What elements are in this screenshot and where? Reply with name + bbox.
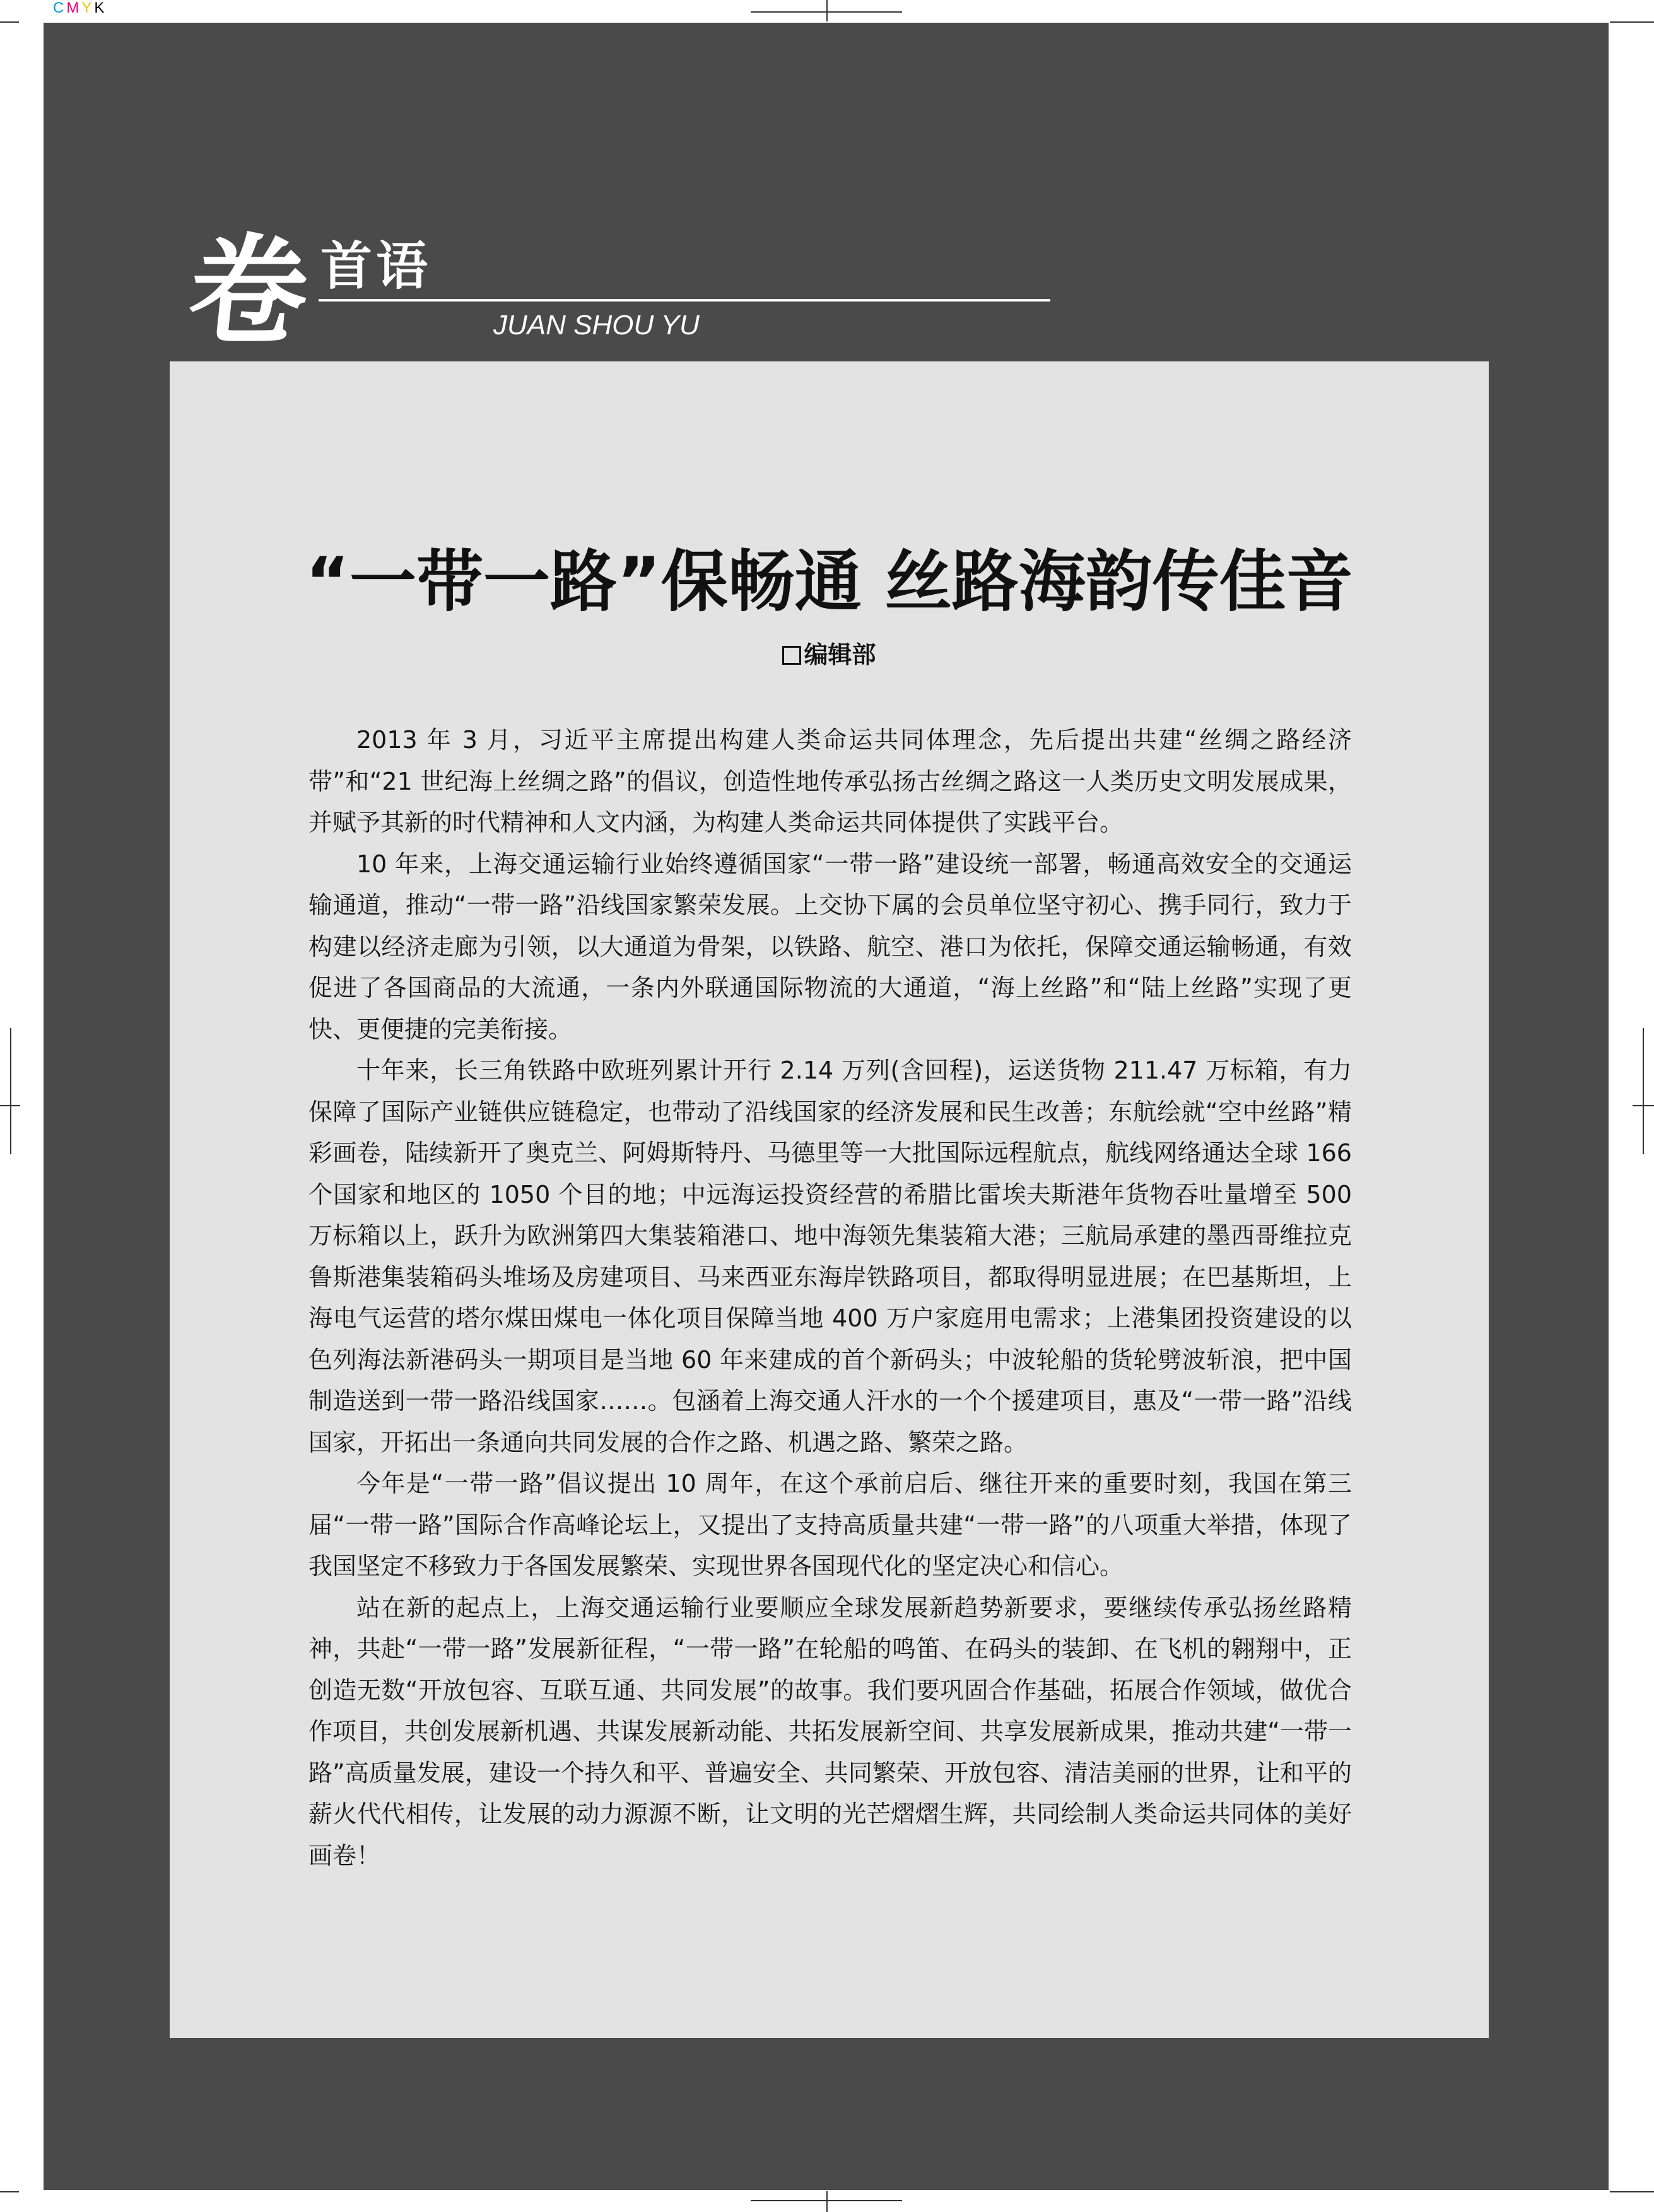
crop-mark-top-center-v (826, 0, 828, 21)
crop-mark-left-middle-h (0, 1105, 20, 1106)
crop-mark-right-middle-h (1633, 1105, 1654, 1106)
column-header-big-char: 卷 (182, 221, 315, 361)
article-byline (170, 639, 1489, 670)
article-title: “一带一路”保畅通 丝路海韵传佳音 (305, 543, 1353, 621)
crop-mark-top-center-h (751, 11, 902, 13)
crop-mark-top-left (0, 21, 19, 23)
paragraph: 2013 年 3 月，习近平主席提出构建人类命运共同体理念，先后提出共建“丝绸之路经济带”和“21 世纪海上丝绸之路”的倡议，创造性地传承弘扬古丝绸之路这一人类历史文明发展成果，并赋予其新的时代精神和人文内涵，为构建人类命运共同体提供了实践平台。 (308, 726, 1352, 836)
crop-mark-bottom-center-h (751, 2200, 902, 2201)
column-header-title: 首语 (320, 236, 432, 296)
paragraph: 10 年来，上海交通运输行业始终遵循国家“一带一路”建设统一部署，畅通高效安全的交通运输通道，推动“一带一路”沿线国家繁荣发展。上交协下属的会员单位坚守初心、携手同行，致力于构建以经济走廊为引领，以大通道为骨架，以铁路、航空、港口为依托，保障交通运输畅通，有效促进了各国商品的大流通，一条内外联通国际物流的大通道，“海上丝路”和“陆上丝路”实现了更快、更便捷的完美衔接。 (308, 850, 1352, 1043)
crop-mark-top-right (1610, 21, 1654, 23)
article-body (308, 720, 1352, 1876)
column-header-rule (319, 299, 1050, 301)
byline-text: 编辑部 (804, 641, 876, 669)
paragraph: 十年来，长三角铁路中欧班列累计开行 2.14 万列(含回程)，运送货物 211.47 万标箱，有力保障了国际产业链供应链稳定，也带动了沿线国家的经济发展和民生改善；东航绘就“空中丝路”精彩画卷，陆续新开了奥克兰、阿姆斯特丹、马德里等一大批国际远程航点，航线网络通达全球 166 个国家和地区的 1050 个目的地；中远海运投资经营的希腊比雷埃夫斯港年货物吞吐量增至 500 万标箱以上，跃升为欧洲第四大集装箱港口、地中海领先集装箱大港；三航局承建的墨西哥维拉克鲁斯港集装箱码头堆场及房建项目、马来西亚东海岸铁路项目，都取得明显进展；在巴基斯坦，上海电气运营的塔尔煤田煤电一体化项目保障当地 400 万户家庭用电需求；上港集团投资建设的以色列海法新港码头一期项目是当地 60 年来建成的首个新码头；中波轮船的货轮劈波斩浪，把中国制造送到一带一路沿线国家……。包涵着上海交通人汗水的一个个援建项目，惠及“一带一路”沿线国家，开拓出一条通向共同发展的合作之路、机遇之路、繁荣之路。 (308, 1056, 1352, 1456)
cmyk-letter-k: K (94, 0, 107, 16)
cmyk-color-mark (49, 0, 110, 16)
paragraph: 站在新的起点上，上海交通运输行业要顺应全球发展新趋势新要求，要继续传承弘扬丝路精神，共赴“一带一路”发展新征程，“一带一路”在轮船的鸣笛、在码头的装卸、在飞机的翱翔中，正创造无数“开放包容、互联互通、共同发展”的故事。我们要巩固合作基础，拓展合作领域，做优合作项目，共创发展新机遇、共谋发展新动能、共拓发展新空间、共享发展新成果，推动共建“一带一路”高质量发展，建设一个持久和平、普遍安全、共同繁荣、开放包容、清洁美丽的世界，让和平的薪火代代相传，让发展的动力源源不断，让文明的光芒熠熠生辉，共同绘制人类命运共同体的美好画卷！ (308, 1593, 1352, 1870)
cmyk-letter-m: M (66, 0, 82, 16)
crop-mark-left-middle-v (10, 1028, 11, 1154)
column-header-pinyin: JUAN SHOU YU (493, 310, 700, 341)
crop-mark-bottom-center-v (826, 2191, 828, 2212)
crop-mark-right-middle-v (1643, 1028, 1644, 1154)
article-panel (170, 361, 1489, 2038)
crop-mark-bottom-right (1610, 2191, 1654, 2192)
cmyk-letter-y: Y (81, 0, 95, 16)
byline-box-icon (782, 646, 801, 665)
cmyk-letter-c: C (53, 0, 67, 16)
paragraph: 今年是“一带一路”倡议提出 10 周年，在这个承前启后、继往开来的重要时刻，我国在第三届“一带一路”国际合作高峰论坛上，又提出了支持高质量共建“一带一路”的八项重大举措，体现了我国坚定不移致力于各国发展繁荣、实现世界各国现代化的坚定决心和信心。 (308, 1470, 1352, 1580)
crop-mark-bottom-left (0, 2191, 19, 2192)
